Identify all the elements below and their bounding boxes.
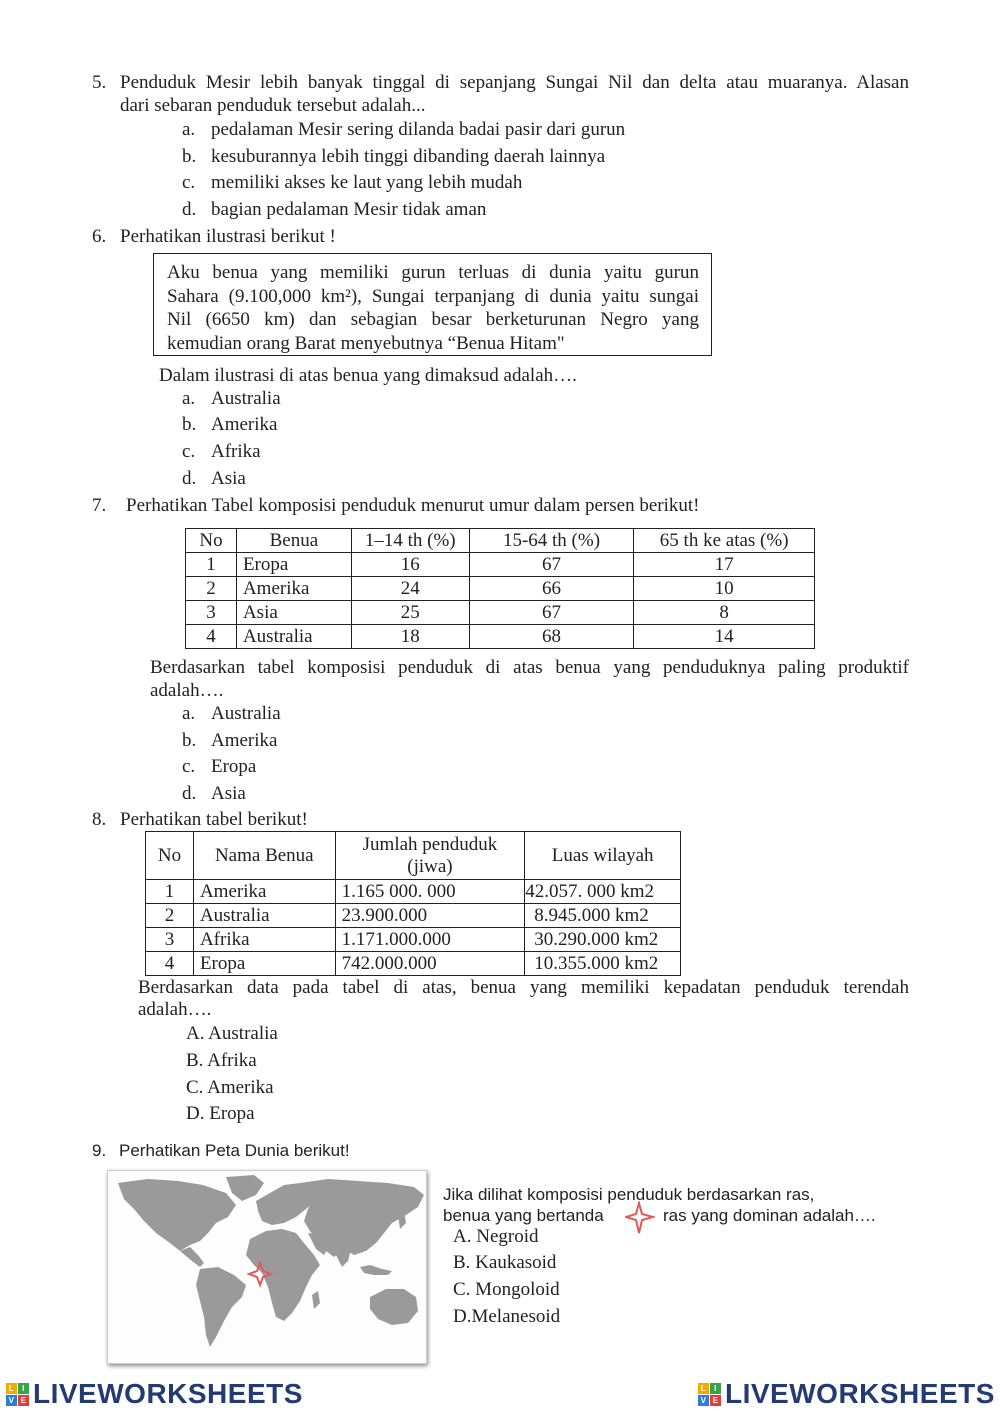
table-row [146, 952, 681, 976]
cell-no: 3 [146, 928, 194, 952]
cell-no: 2 [186, 577, 237, 601]
central-america-shape [180, 1247, 204, 1267]
q8-question-line1: Berdasarkan data pada tabel di atas, benua yang memiliki kepadatan penduduk terendah [138, 977, 909, 998]
cell-no: 3 [186, 601, 237, 625]
logo-letter: I [710, 1383, 721, 1394]
cell-jumlah-penduduk: 23.900.000 [335, 904, 525, 928]
header-no: No [186, 529, 237, 553]
q7-option-a-letter: a. [182, 703, 196, 724]
cell-age-15-64: 68 [469, 625, 634, 649]
q7-option-b[interactable]: Amerika [211, 730, 278, 751]
q6-prompt: Perhatikan ilustrasi berikut ! [120, 226, 336, 247]
q6-option-c-letter: c. [182, 441, 196, 462]
cell-benua: Australia [236, 625, 351, 649]
q6-illustration-box [153, 253, 712, 356]
cell-luas-wilayah: 10.355.000 km2 [525, 952, 681, 976]
table-header-row [146, 832, 681, 880]
liveworksheets-logo-right[interactable] [698, 1378, 995, 1410]
q6-box-line1: Aku benua yang memiliki gurun terluas di dunia yaitu gurun [167, 262, 699, 283]
q8-question-line2: adalah…. [138, 999, 212, 1020]
cell-nama-benua: Amerika [193, 880, 335, 904]
table-row [186, 577, 815, 601]
q5-option-b[interactable]: kesuburannya lebih tinggi dibanding daerah lainnya [211, 146, 606, 167]
world-map-image [107, 1170, 427, 1364]
logo-letter: E [18, 1395, 29, 1406]
q8-population-table [145, 831, 681, 976]
q6-option-a[interactable]: Australia [211, 388, 281, 409]
header-luas-wilayah: Luas wilayah [525, 832, 681, 880]
liveworksheets-mark-icon [698, 1383, 721, 1406]
table-row [186, 625, 815, 649]
cell-benua: Amerika [236, 577, 351, 601]
header-age-65-plus: 65 th ke atas (%) [634, 529, 815, 553]
q9-option-d[interactable]: D.Melanesoid [453, 1306, 561, 1327]
cell-age-65-plus: 17 [634, 553, 815, 577]
table-row [146, 928, 681, 952]
liveworksheets-mark-icon [6, 1383, 29, 1406]
map-landmasses [118, 1175, 424, 1347]
logo-letter: L [698, 1383, 709, 1394]
table-row [186, 553, 815, 577]
liveworksheets-wordmark: LIVEWORKSHEETS [725, 1378, 995, 1409]
table-row [186, 601, 815, 625]
header-jumlah-penduduk [335, 832, 525, 880]
q6-option-b-letter: b. [182, 414, 197, 435]
q7-question-line1: Berdasarkan tabel komposisi penduduk di atas benua yang penduduknya paling produktif [150, 657, 909, 678]
q6-number: 6. [92, 226, 107, 247]
liveworksheets-wordmark: LIVEWORKSHEETS [33, 1378, 303, 1409]
cell-no: 1 [186, 553, 237, 577]
cell-nama-benua: Australia [193, 904, 335, 928]
cell-age-1-14: 25 [351, 601, 469, 625]
logo-letter: E [710, 1395, 721, 1406]
q7-option-b-letter: b. [182, 730, 197, 751]
cell-benua: Asia [236, 601, 351, 625]
cell-nama-benua: Eropa [193, 952, 335, 976]
world-map-svg [108, 1171, 426, 1363]
q7-option-d-letter: d. [182, 783, 197, 804]
q6-question: Dalam ilustrasi di atas benua yang dimaksud adalah…. [159, 365, 577, 386]
q5-option-d-letter: d. [182, 199, 197, 220]
cell-age-65-plus: 8 [634, 601, 815, 625]
header-jumlah-penduduk-line2: (jiwa) [407, 855, 453, 877]
south-america-shape [196, 1267, 246, 1347]
q7-option-d[interactable]: Asia [211, 783, 246, 804]
q7-option-a[interactable]: Australia [211, 703, 281, 724]
cell-age-1-14: 24 [351, 577, 469, 601]
q6-option-b[interactable]: Amerika [211, 414, 278, 435]
liveworksheets-logo-left[interactable] [6, 1378, 303, 1410]
q8-prompt: Perhatikan tabel berikut! [120, 809, 308, 830]
q8-option-a[interactable]: A. Australia [186, 1023, 278, 1044]
cell-age-1-14: 16 [351, 553, 469, 577]
q5-stem-line2: dari sebaran penduduk tersebut adalah... [120, 95, 426, 116]
header-age-15-64: 15-64 th (%) [469, 529, 634, 553]
q9-number: 9. [92, 1141, 107, 1160]
q9-question-line2b: ras yang dominan adalah…. [663, 1206, 876, 1225]
header-jumlah-penduduk-line1: Jumlah penduduk [362, 833, 498, 855]
cell-nama-benua: Afrika [193, 928, 335, 952]
table-header-row [186, 529, 815, 553]
cell-benua: Eropa [236, 553, 351, 577]
cell-no: 4 [186, 625, 237, 649]
q7-question-line2: adalah…. [150, 680, 224, 701]
logo-letter: V [698, 1395, 709, 1406]
logo-letter: V [6, 1395, 17, 1406]
q8-option-c[interactable]: C. Amerika [186, 1077, 274, 1098]
header-benua: Benua [236, 529, 351, 553]
q5-option-b-letter: b. [182, 146, 197, 167]
table-row [146, 904, 681, 928]
q8-option-d[interactable]: D. Eropa [186, 1103, 255, 1124]
greenland-shape [226, 1175, 264, 1201]
header-nama-benua: Nama Benua [193, 832, 335, 880]
q6-box-line4: kemudian orang Barat menyebutnya “Benua Hitam" [167, 333, 565, 354]
q5-option-c-letter: c. [182, 172, 196, 193]
north-america-shape [118, 1179, 236, 1251]
q5-option-d[interactable]: bagian pedalaman Mesir tidak aman [211, 199, 487, 220]
australia-shape [370, 1289, 418, 1325]
cell-jumlah-penduduk: 1.171.000.000 [335, 928, 525, 952]
cell-age-15-64: 66 [469, 577, 634, 601]
madagascar-shape [312, 1291, 320, 1309]
cell-age-15-64: 67 [469, 553, 634, 577]
q5-number: 5. [92, 72, 107, 93]
q6-option-d-letter: d. [182, 468, 197, 489]
cell-luas-wilayah: 30.290.000 km2 [525, 928, 681, 952]
q8-number: 8. [92, 809, 107, 830]
q7-prompt: Perhatikan Tabel komposisi penduduk menurut umur dalam persen berikut! [126, 495, 700, 516]
cell-age-1-14: 18 [351, 625, 469, 649]
q5-option-c[interactable]: memiliki akses ke laut yang lebih mudah [211, 172, 523, 193]
inline-star-marker-icon [625, 1201, 655, 1235]
q9-option-b[interactable]: B. Kaukasoid [453, 1252, 557, 1273]
logo-letter: I [18, 1383, 29, 1394]
logo-letter: L [6, 1383, 17, 1394]
q5-option-a-letter: a. [182, 119, 196, 140]
q6-option-a-letter: a. [182, 388, 196, 409]
q9-prompt: Perhatikan Peta Dunia berikut! [119, 1141, 350, 1160]
q5-option-a[interactable]: pedalaman Mesir sering dilanda badai pasir dari gurun [211, 119, 626, 140]
cell-no: 1 [146, 880, 194, 904]
q9-question-line1: Jika dilihat komposisi penduduk berdasarkan ras, [443, 1185, 815, 1204]
header-age-1-14: 1–14 th (%) [351, 529, 469, 553]
q8-option-b[interactable]: B. Afrika [186, 1050, 257, 1071]
q7-option-c-letter: c. [182, 756, 196, 777]
q7-option-c[interactable]: Eropa [211, 756, 257, 777]
cell-no: 4 [146, 952, 194, 976]
q9-option-a[interactable]: A. Negroid [453, 1226, 539, 1247]
q7-number: 7. [92, 495, 107, 516]
q5-stem-line1: Penduduk Mesir lebih banyak tinggal di sepanjang Sungai Nil dan delta atau muaranya. Alasan [120, 72, 909, 93]
q6-option-d[interactable]: Asia [211, 468, 246, 489]
cell-jumlah-penduduk: 742.000.000 [335, 952, 525, 976]
q9-option-c[interactable]: C. Mongoloid [453, 1279, 560, 1300]
cell-jumlah-penduduk: 1.165 000. 000 [335, 880, 525, 904]
africa-shape [246, 1229, 320, 1321]
cell-age-65-plus: 14 [634, 625, 815, 649]
cell-age-15-64: 67 [469, 601, 634, 625]
table-row [146, 880, 681, 904]
q9-question-line2a: benua yang bertanda [443, 1206, 604, 1225]
q6-box-line2: Sahara (9.100,000 km²), Sungai terpanjang di dunia yaitu sungai [167, 286, 699, 307]
cell-age-65-plus: 10 [634, 577, 815, 601]
q6-box-line3: Nil (6650 km) dan sebagian besar berketurunan Negro yang [167, 309, 699, 330]
header-no: No [146, 832, 194, 880]
indonesia-shape [360, 1265, 392, 1275]
cell-luas-wilayah: 8.945.000 km2 [525, 904, 681, 928]
india-shape [336, 1243, 352, 1267]
q7-age-composition-table [185, 528, 815, 649]
cell-no: 2 [146, 904, 194, 928]
cell-luas-wilayah: 42.057. 000 km2 [525, 880, 681, 904]
q6-option-c[interactable]: Afrika [211, 441, 261, 462]
